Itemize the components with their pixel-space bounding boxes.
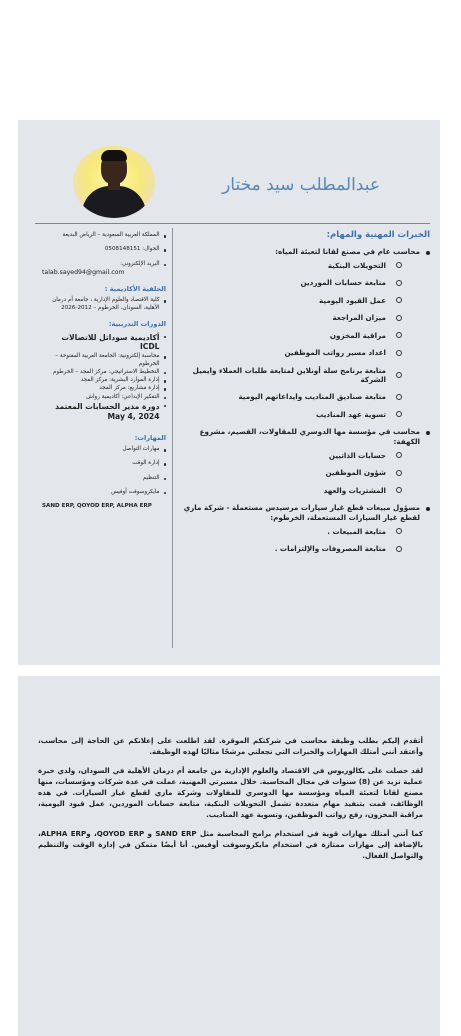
contact-phone: الجوال: 0508148151: [42, 246, 166, 253]
skill-item: مهارات التواصل: [42, 446, 166, 453]
task-item: متابعة المصروفات والإلتزامات .: [180, 544, 430, 553]
resume-page: [18, 120, 440, 665]
task-item: مراقبة المخزون: [180, 331, 430, 340]
sidebar-column: [42, 232, 166, 517]
course-item: التخطيط الاستراتيجي: مركز المجد – الخرطوم: [42, 369, 166, 376]
task-item: المشتريات والعهد: [180, 486, 430, 495]
course-item: دورة مدير الحسابات المعتمد May 4, 2024: [42, 402, 166, 422]
job-item: محاسب عام في مصنع لقانا لتعبئة المياه:: [180, 247, 430, 257]
column-divider: [172, 228, 173, 648]
cover-letter-paragraph: لقد حصلت على بكالوريوس في الاقتصاد والعلوم الإدارية من جامعة أم درمان الأهلية في السودان، ولدي خبرة عملية تزيد عن (8) سنوات في مجال المحاسبة. خلال مسيرتي المهنية، عملت في عدة شركات ومؤسسات، منها مصنع لقانا لتعبئة المياه ومؤسسة مها الدوسري للمقاولات وشركة ماري لقطع غيار السيارات. في هذه الوظائف، قمت بتنفيذ مهام متعددة تشمل التحويلات البنكية، متابعة حسابات الموردين، عمل قيود اليومية، مراقبة المخزون، رفع رواتب الموظفين، وتسوية عهد المناديب.: [38, 765, 423, 819]
header-divider: [35, 223, 430, 224]
course-item: التفكير الإبداعي: أكاديمية رواش: [42, 394, 166, 401]
task-item: متابعة برنامج سلة أونلاين لمتابعة طلبات العملاء وايميل الشركة: [180, 366, 430, 384]
job-item: محاسب في مؤسسة مها الدوسري للمقاولات، القصيم، مشروع الكهفة:: [180, 427, 430, 446]
job-item: مسؤول مبيعات قطع غيار سيارات مرسيدس مستعملة - شركة ماري لقطع غيار السيارات المستعملة، الخرطوم:: [180, 503, 430, 522]
task-item: شؤون الموظفين: [180, 468, 430, 477]
skill-erp: SAND ERP, QOYOD ERP, ALPHA ERP: [42, 503, 152, 510]
cover-letter-page: [18, 676, 440, 1036]
task-item: اعداد مسير رواتب الموظفين: [180, 348, 430, 357]
education-item: كلية الاقتصاد والعلوم الإدارية ، جامعة أم درمان الأهلية، السودان، الخرطوم – 2012-2026: [42, 297, 166, 312]
task-item: حسابات الذاتيين: [180, 451, 430, 460]
applicant-name: عبدالمطلب سيد مختار: [222, 175, 380, 195]
task-item: ميزان المراجعة: [180, 313, 430, 322]
profile-photo: [73, 146, 155, 218]
task-item: عمل القيود اليومية: [180, 296, 430, 305]
contact-address: المملكة العربية السعودية – الرياض البديعة: [42, 232, 166, 239]
course-item: أكاديمية سوداتل للاتصالات ICDL: [42, 333, 166, 353]
skills-title: المهارات:: [134, 433, 166, 442]
task-item: متابعة صناديق المناديب وايداعاتهم اليومية: [180, 392, 430, 401]
courses-title: الدورات التدريبية:: [108, 319, 166, 328]
task-item: تسوية عهد المناديب: [180, 410, 430, 419]
experience-title: الخبرات المهنية والمهام:: [326, 230, 430, 240]
contact-email[interactable]: talab.sayed94@gmail.com: [42, 268, 125, 276]
course-item: محاسبة إلكترونية: الجامعة العربية المفتوحة – الخرطوم: [42, 353, 166, 368]
task-item: التحويلات البنكية: [180, 261, 430, 270]
cover-letter-body: [38, 736, 423, 870]
course-item: إدارة الموارد البشرية: مركز المجد: [42, 377, 166, 384]
experience-section: [180, 230, 430, 562]
task-item: متابعة حسابات الموردين: [180, 278, 430, 287]
course-item: إدارة مشاريع: مركز المجد: [42, 385, 166, 392]
skill-item: التنظيم: [42, 475, 166, 482]
education-title: الخلفية الأكاديمية :: [104, 284, 166, 293]
contact-email-label: البريد الإلكتروني:: [42, 261, 166, 268]
skill-item: مايكروسوفت أوفيس: [42, 489, 166, 496]
cover-letter-paragraph: كما أنني أمتلك مهارات قوية في استخدام برامج المحاسبة مثل SAND ERP و QOYOD ERP، وALPHA ERP، بالإضافة إلى مهارات ممتازة في استخدام مايكروسوفت أوفيس. أنا أيضًا متمكن في إدارة الوقت والتنظيم والتواصل الفعال.: [38, 828, 423, 860]
skill-item: إدارة الوقت: [42, 460, 166, 467]
cover-letter-paragraph: أتقدم إليكم بطلب وظيفة محاسب في شركتكم الموقرة. لقد اطلعت على إعلانكم عن الحاجة إلى محاسب، وأعتقد أنني أمتلك المهارات والخبرات التي تجعلني مرشحًا مثاليًا لهذه الوظيفة.: [38, 736, 423, 756]
task-item: متابعة المبيعات .: [180, 527, 430, 536]
